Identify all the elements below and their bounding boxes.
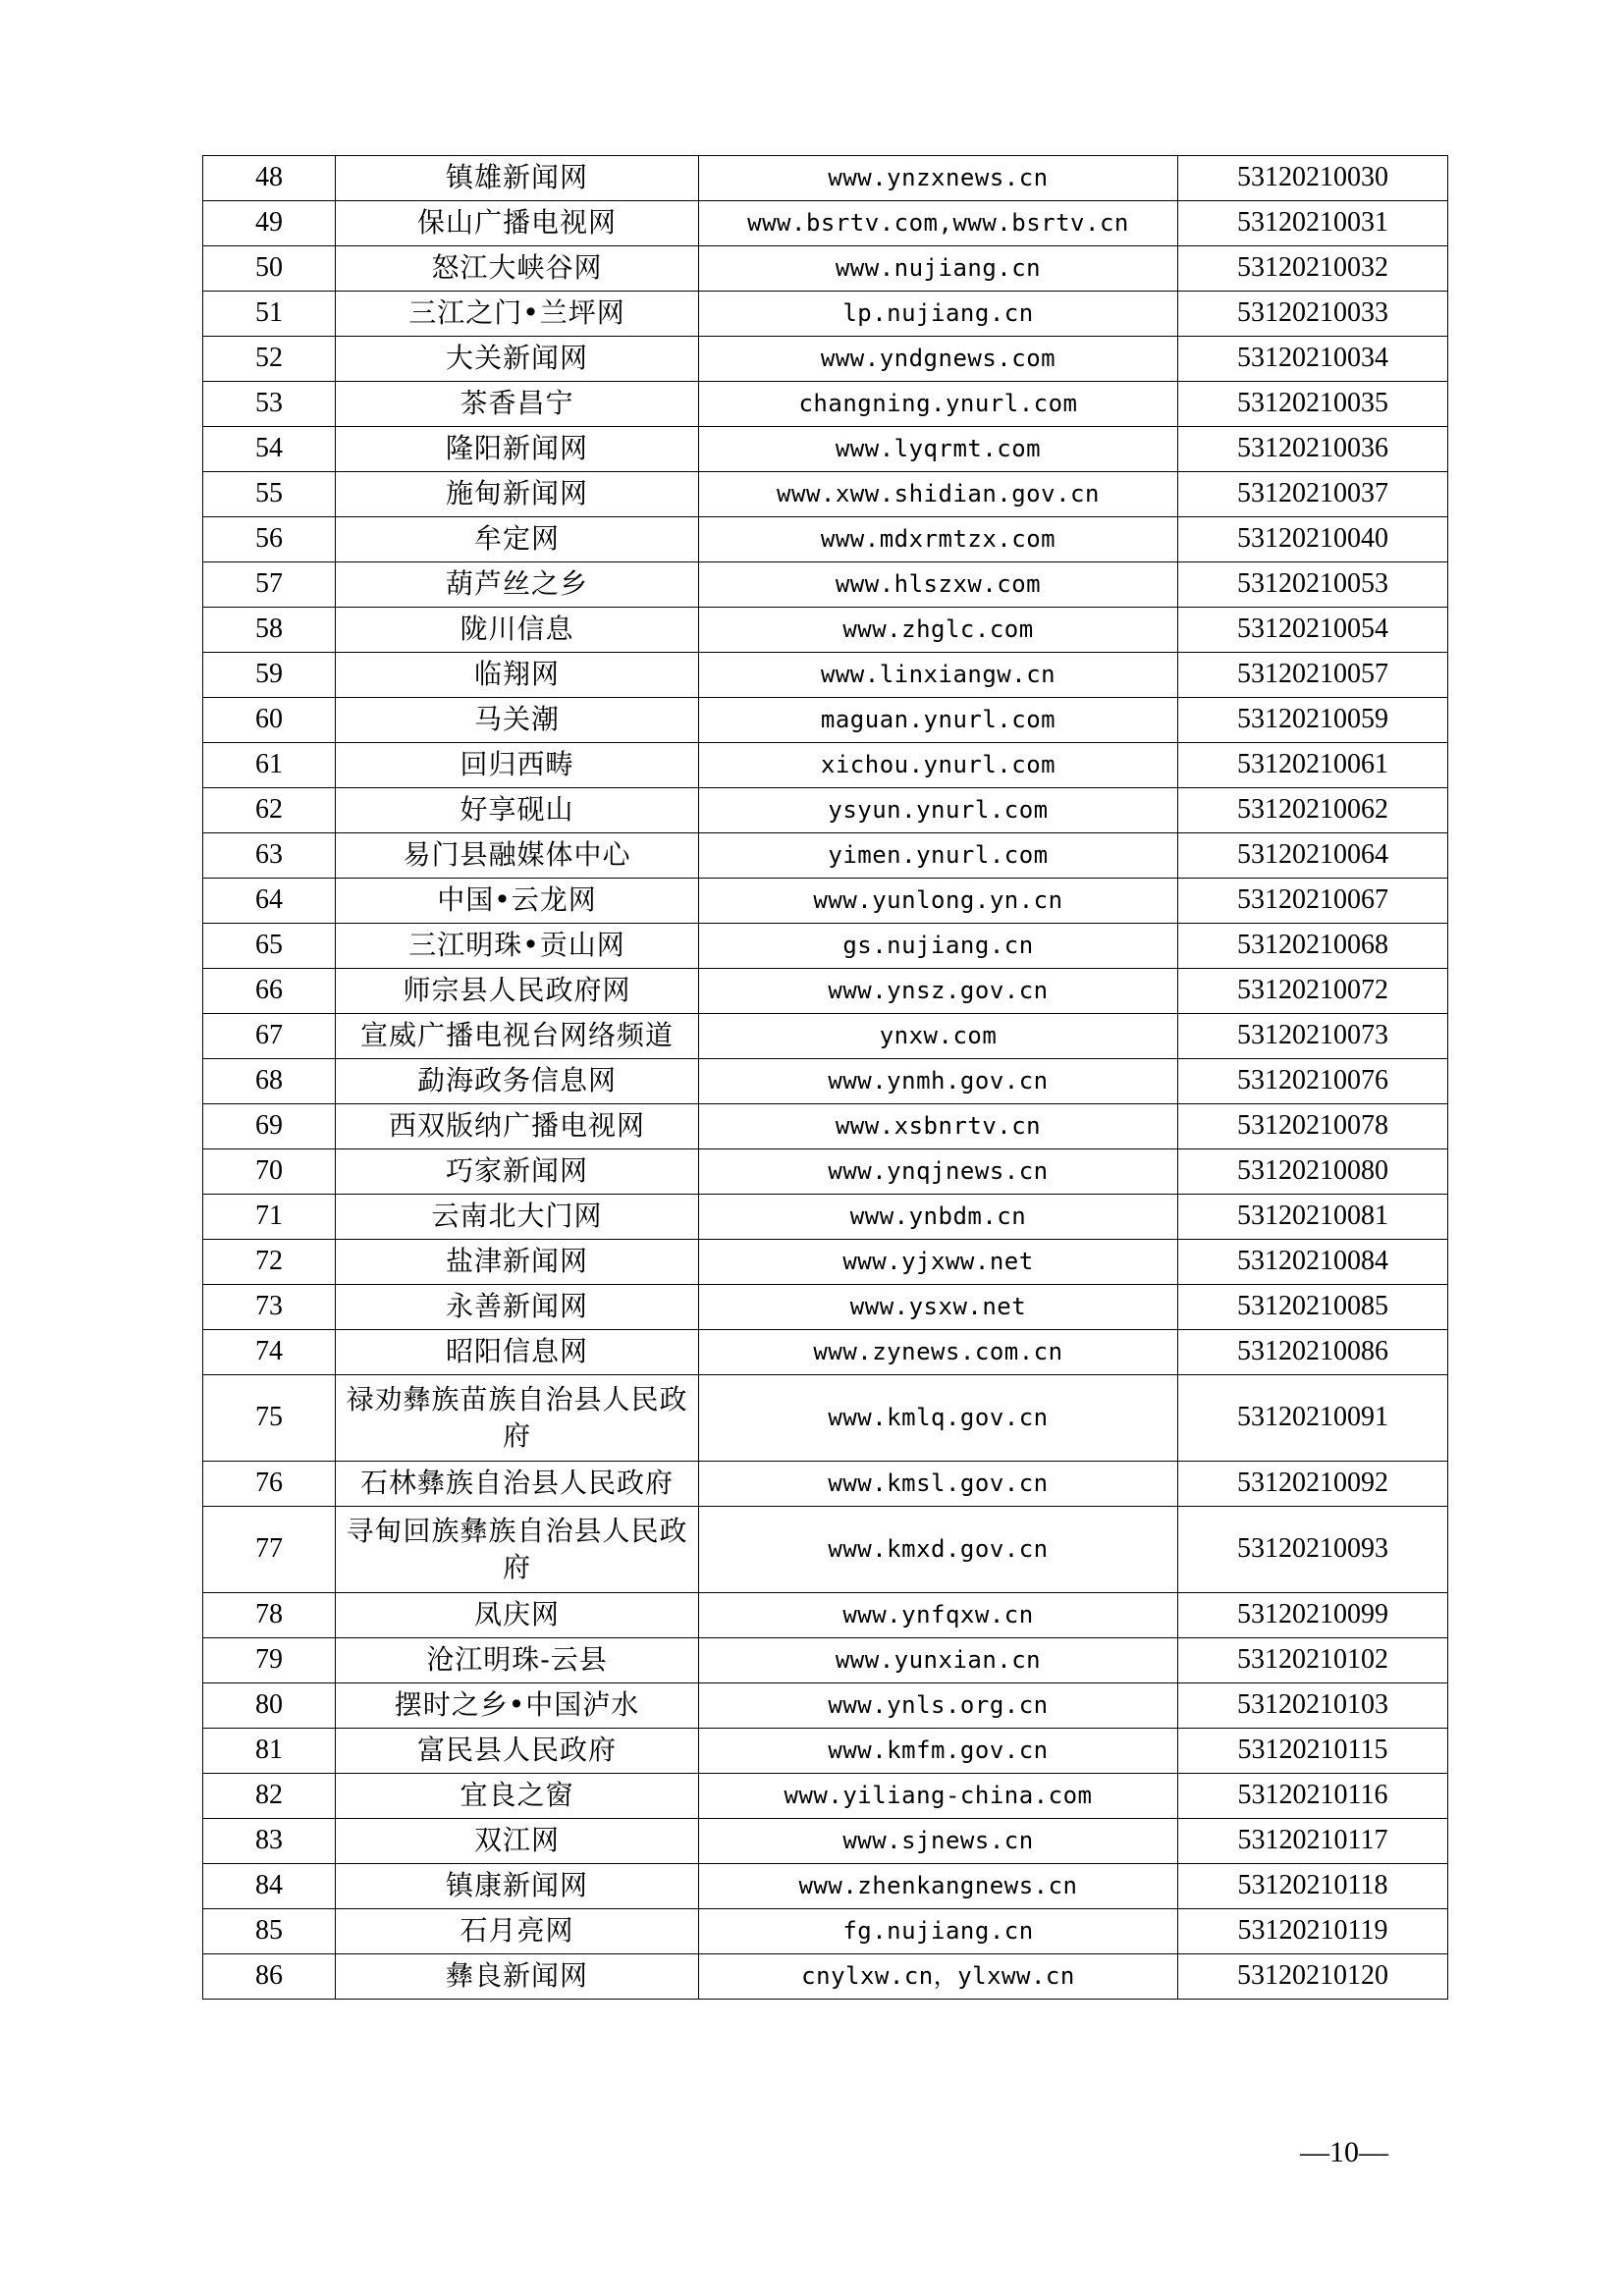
website-url: www.lyqrmt.com xyxy=(699,427,1178,472)
registration-code: 53120210034 xyxy=(1178,337,1448,382)
website-url: www.nujiang.cn xyxy=(699,246,1178,292)
registration-code: 53120210053 xyxy=(1178,562,1448,608)
registration-code: 53120210037 xyxy=(1178,472,1448,517)
website-url: maguan.ynurl.com xyxy=(699,698,1178,743)
registration-code: 53120210068 xyxy=(1178,924,1448,969)
website-url: gs.nujiang.cn xyxy=(699,924,1178,969)
table-row xyxy=(203,472,1448,517)
website-url: www.sjnews.cn xyxy=(699,1819,1178,1864)
website-url: cnylxw.cn，ylxww.cn xyxy=(699,1954,1178,2000)
registration-code: 53120210031 xyxy=(1178,201,1448,246)
registration-code: 53120210036 xyxy=(1178,427,1448,472)
table-row xyxy=(203,1149,1448,1195)
registration-code: 53120210120 xyxy=(1178,1954,1448,2000)
website-registry-table xyxy=(202,155,1448,2000)
website-url: ysyun.ynurl.com xyxy=(699,788,1178,833)
website-url: www.ysxw.net xyxy=(699,1285,1178,1330)
table-row xyxy=(203,1104,1448,1149)
table-row xyxy=(203,1593,1448,1638)
registration-code: 53120210057 xyxy=(1178,653,1448,698)
website-url: www.yndgnews.com xyxy=(699,337,1178,382)
row-number: 56 xyxy=(203,517,336,562)
website-name: 师宗县人民政府网 xyxy=(336,969,699,1014)
table-row xyxy=(203,1375,1448,1462)
row-number: 49 xyxy=(203,201,336,246)
registration-code: 53120210064 xyxy=(1178,833,1448,879)
website-url: www.linxiangw.cn xyxy=(699,653,1178,698)
table-row xyxy=(203,1507,1448,1593)
website-name: 临翔网 xyxy=(336,653,699,698)
website-name: 勐海政务信息网 xyxy=(336,1059,699,1104)
registration-code: 53120210103 xyxy=(1178,1683,1448,1729)
website-url: www.ynbdm.cn xyxy=(699,1195,1178,1240)
website-name: 富民县人民政府 xyxy=(336,1729,699,1774)
registration-code: 53120210054 xyxy=(1178,608,1448,653)
table-row xyxy=(203,562,1448,608)
registration-code: 53120210030 xyxy=(1178,156,1448,201)
website-name: 茶香昌宁 xyxy=(336,382,699,427)
page-number: —10— xyxy=(1300,2136,1388,2168)
website-url: www.ynls.org.cn xyxy=(699,1683,1178,1729)
website-name: 彝良新闻网 xyxy=(336,1954,699,2000)
website-url: www.xww.shidian.gov.cn xyxy=(699,472,1178,517)
registration-code: 53120210033 xyxy=(1178,292,1448,337)
website-url: www.yjxww.net xyxy=(699,1240,1178,1285)
registration-code: 53120210118 xyxy=(1178,1864,1448,1909)
registration-code: 53120210093 xyxy=(1178,1507,1448,1593)
website-name: 沧江明珠-云县 xyxy=(336,1638,699,1683)
row-number: 83 xyxy=(203,1819,336,1864)
registration-code: 53120210059 xyxy=(1178,698,1448,743)
row-number: 62 xyxy=(203,788,336,833)
row-number: 50 xyxy=(203,246,336,292)
row-number: 59 xyxy=(203,653,336,698)
table-row xyxy=(203,1285,1448,1330)
website-name: 施甸新闻网 xyxy=(336,472,699,517)
registration-code: 53120210085 xyxy=(1178,1285,1448,1330)
table-row xyxy=(203,924,1448,969)
row-number: 64 xyxy=(203,879,336,924)
website-name: 镇雄新闻网 xyxy=(336,156,699,201)
website-url: www.zhglc.com xyxy=(699,608,1178,653)
row-number: 60 xyxy=(203,698,336,743)
row-number: 80 xyxy=(203,1683,336,1729)
row-number: 68 xyxy=(203,1059,336,1104)
website-url: www.kmsl.gov.cn xyxy=(699,1462,1178,1507)
row-number: 67 xyxy=(203,1014,336,1059)
website-name: 凤庆网 xyxy=(336,1593,699,1638)
row-number: 72 xyxy=(203,1240,336,1285)
website-name: 牟定网 xyxy=(336,517,699,562)
row-number: 53 xyxy=(203,382,336,427)
website-name: 双江网 xyxy=(336,1819,699,1864)
table-row xyxy=(203,833,1448,879)
website-url: www.kmxd.gov.cn xyxy=(699,1507,1178,1593)
row-number: 81 xyxy=(203,1729,336,1774)
row-number: 69 xyxy=(203,1104,336,1149)
row-number: 58 xyxy=(203,608,336,653)
registration-code: 53120210072 xyxy=(1178,969,1448,1014)
website-url: www.hlszxw.com xyxy=(699,562,1178,608)
table-row xyxy=(203,1014,1448,1059)
website-name: 石林彝族自治县人民政府 xyxy=(336,1462,699,1507)
row-number: 84 xyxy=(203,1864,336,1909)
website-url: xichou.ynurl.com xyxy=(699,743,1178,788)
website-name: 怒江大峡谷网 xyxy=(336,246,699,292)
registration-code: 53120210091 xyxy=(1178,1375,1448,1462)
table-row xyxy=(203,1195,1448,1240)
website-name: 镇康新闻网 xyxy=(336,1864,699,1909)
table-row xyxy=(203,653,1448,698)
row-number: 65 xyxy=(203,924,336,969)
website-name: 盐津新闻网 xyxy=(336,1240,699,1285)
registration-code: 53120210032 xyxy=(1178,246,1448,292)
website-name: 隆阳新闻网 xyxy=(336,427,699,472)
table-row xyxy=(203,743,1448,788)
table-row xyxy=(203,1240,1448,1285)
registration-code: 53120210062 xyxy=(1178,788,1448,833)
row-number: 79 xyxy=(203,1638,336,1683)
table-row xyxy=(203,292,1448,337)
website-name: 云南北大门网 xyxy=(336,1195,699,1240)
table-row xyxy=(203,1638,1448,1683)
website-name: 永善新闻网 xyxy=(336,1285,699,1330)
row-number: 78 xyxy=(203,1593,336,1638)
website-url: lp.nujiang.cn xyxy=(699,292,1178,337)
website-url: www.ynsz.gov.cn xyxy=(699,969,1178,1014)
website-url: fg.nujiang.cn xyxy=(699,1909,1178,1954)
registration-code: 53120210078 xyxy=(1178,1104,1448,1149)
website-url: www.mdxrmtzx.com xyxy=(699,517,1178,562)
row-number: 71 xyxy=(203,1195,336,1240)
table-row xyxy=(203,427,1448,472)
row-number: 75 xyxy=(203,1375,336,1462)
website-url: ynxw.com xyxy=(699,1014,1178,1059)
table-body xyxy=(203,156,1448,2000)
website-url: www.kmfm.gov.cn xyxy=(699,1729,1178,1774)
website-name: 回归西畴 xyxy=(336,743,699,788)
table-row xyxy=(203,608,1448,653)
table-row xyxy=(203,382,1448,427)
table-row xyxy=(203,1774,1448,1819)
registration-code: 53120210084 xyxy=(1178,1240,1448,1285)
registration-code: 53120210080 xyxy=(1178,1149,1448,1195)
website-name: 巧家新闻网 xyxy=(336,1149,699,1195)
registration-code: 53120210067 xyxy=(1178,879,1448,924)
row-number: 51 xyxy=(203,292,336,337)
table-row xyxy=(203,337,1448,382)
registration-code: 53120210117 xyxy=(1178,1819,1448,1864)
table-row xyxy=(203,1819,1448,1864)
row-number: 54 xyxy=(203,427,336,472)
website-url: www.zhenkangnews.cn xyxy=(699,1864,1178,1909)
row-number: 86 xyxy=(203,1954,336,2000)
table-row xyxy=(203,969,1448,1014)
website-name: 三江之门•兰坪网 xyxy=(336,292,699,337)
table-row xyxy=(203,1909,1448,1954)
table-row xyxy=(203,1462,1448,1507)
table-row xyxy=(203,246,1448,292)
row-number: 70 xyxy=(203,1149,336,1195)
website-url: www.zynews.com.cn xyxy=(699,1330,1178,1375)
registration-code: 53120210086 xyxy=(1178,1330,1448,1375)
website-url: yimen.ynurl.com xyxy=(699,833,1178,879)
website-name: 摆时之乡•中国泸水 xyxy=(336,1683,699,1729)
website-name: 大关新闻网 xyxy=(336,337,699,382)
row-number: 74 xyxy=(203,1330,336,1375)
website-name: 葫芦丝之乡 xyxy=(336,562,699,608)
table-row xyxy=(203,1729,1448,1774)
registration-code: 53120210076 xyxy=(1178,1059,1448,1104)
table-row xyxy=(203,788,1448,833)
website-name: 宜良之窗 xyxy=(336,1774,699,1819)
website-name: 好享砚山 xyxy=(336,788,699,833)
website-url: www.bsrtv.com,www.bsrtv.cn xyxy=(699,201,1178,246)
website-url: www.yiliang-china.com xyxy=(699,1774,1178,1819)
website-name: 西双版纳广播电视网 xyxy=(336,1104,699,1149)
row-number: 76 xyxy=(203,1462,336,1507)
row-number: 61 xyxy=(203,743,336,788)
registration-code: 53120210061 xyxy=(1178,743,1448,788)
website-name: 中国•云龙网 xyxy=(336,879,699,924)
row-number: 57 xyxy=(203,562,336,608)
website-name: 宣威广播电视台网络频道 xyxy=(336,1014,699,1059)
registration-code: 53120210073 xyxy=(1178,1014,1448,1059)
table-row xyxy=(203,201,1448,246)
table-row xyxy=(203,1683,1448,1729)
registration-code: 53120210102 xyxy=(1178,1638,1448,1683)
registration-code: 53120210119 xyxy=(1178,1909,1448,1954)
website-url: www.kmlq.gov.cn xyxy=(699,1375,1178,1462)
website-name: 石月亮网 xyxy=(336,1909,699,1954)
table-row xyxy=(203,879,1448,924)
registration-code: 53120210092 xyxy=(1178,1462,1448,1507)
registration-code: 53120210115 xyxy=(1178,1729,1448,1774)
row-number: 55 xyxy=(203,472,336,517)
row-number: 63 xyxy=(203,833,336,879)
table-row xyxy=(203,156,1448,201)
row-number: 73 xyxy=(203,1285,336,1330)
registration-code: 53120210040 xyxy=(1178,517,1448,562)
website-name: 易门县融媒体中心 xyxy=(336,833,699,879)
website-name: 保山广播电视网 xyxy=(336,201,699,246)
table-row xyxy=(203,1954,1448,2000)
website-url: www.xsbnrtv.cn xyxy=(699,1104,1178,1149)
table-row xyxy=(203,1864,1448,1909)
row-number: 85 xyxy=(203,1909,336,1954)
website-url: www.ynfqxw.cn xyxy=(699,1593,1178,1638)
website-name: 昭阳信息网 xyxy=(336,1330,699,1375)
website-name: 马关潮 xyxy=(336,698,699,743)
row-number: 82 xyxy=(203,1774,336,1819)
website-name: 寻甸回族彝族自治县人民政府 xyxy=(336,1507,699,1593)
website-url: changning.ynurl.com xyxy=(699,382,1178,427)
website-url: www.ynmh.gov.cn xyxy=(699,1059,1178,1104)
row-number: 66 xyxy=(203,969,336,1014)
table-row xyxy=(203,517,1448,562)
row-number: 77 xyxy=(203,1507,336,1593)
website-name: 三江明珠•贡山网 xyxy=(336,924,699,969)
website-url: www.yunxian.cn xyxy=(699,1638,1178,1683)
registration-code: 53120210035 xyxy=(1178,382,1448,427)
table-row xyxy=(203,1059,1448,1104)
table-row xyxy=(203,1330,1448,1375)
website-name: 陇川信息 xyxy=(336,608,699,653)
website-url: www.ynzxnews.cn xyxy=(699,156,1178,201)
row-number: 48 xyxy=(203,156,336,201)
website-name: 禄劝彝族苗族自治县人民政府 xyxy=(336,1375,699,1462)
registration-code: 53120210081 xyxy=(1178,1195,1448,1240)
table-row xyxy=(203,698,1448,743)
row-number: 52 xyxy=(203,337,336,382)
registration-code: 53120210099 xyxy=(1178,1593,1448,1638)
website-url: www.yunlong.yn.cn xyxy=(699,879,1178,924)
website-url: www.ynqjnews.cn xyxy=(699,1149,1178,1195)
registration-code: 53120210116 xyxy=(1178,1774,1448,1819)
